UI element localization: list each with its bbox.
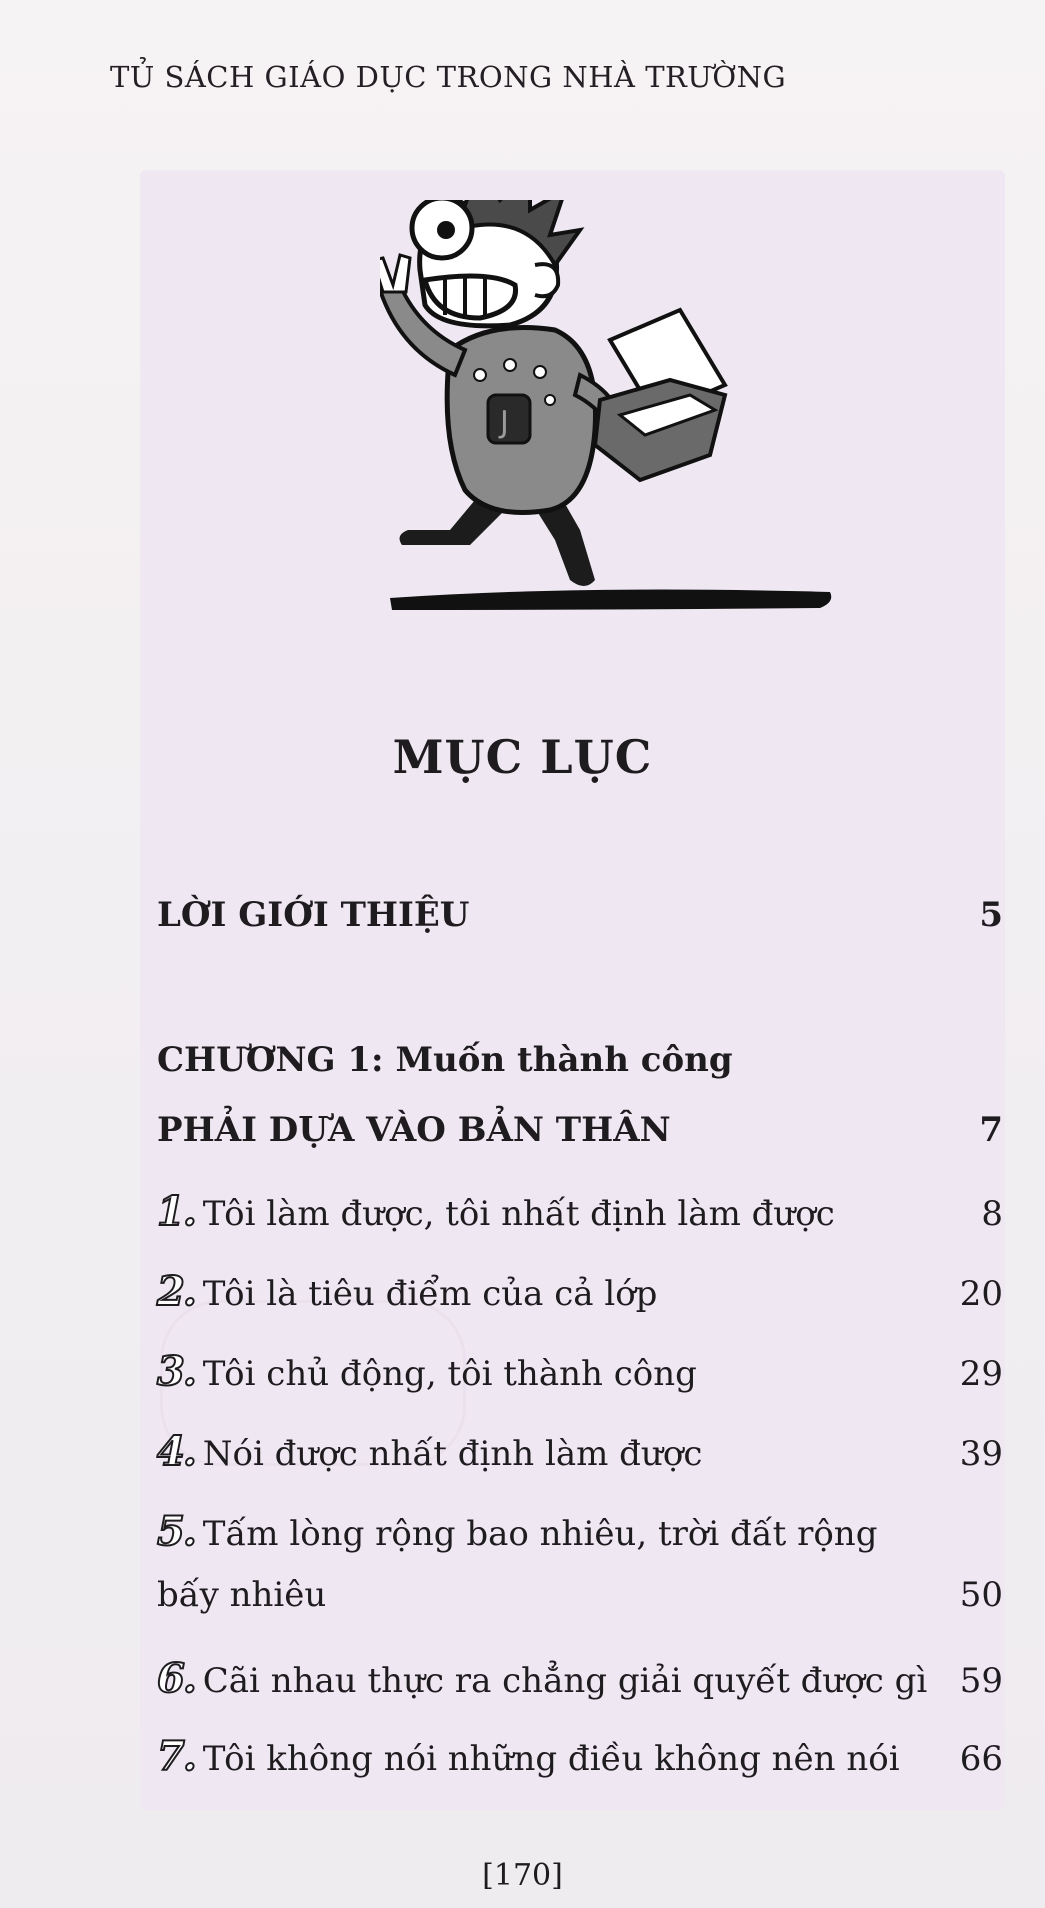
toc-entry-title: LỜI GIỚI THIỆU xyxy=(157,895,470,935)
toc-entry-title: Tôi không nói những điều không nên nói xyxy=(202,1739,900,1779)
toc-entry-page: 8 xyxy=(981,1194,1003,1234)
v-sign-hand xyxy=(380,255,410,292)
entry-number: 7. xyxy=(157,1733,195,1780)
chapter-title-line1: CHƯƠNG 1: Muốn thành công xyxy=(157,1040,733,1080)
running-head: TỦ SÁCH GIÁO DỤC TRONG NHÀ TRƯỜNG xyxy=(110,60,787,94)
toc-entry-title: Nói được nhất định làm được xyxy=(202,1434,703,1474)
toc-entry-title-cont: bấy nhiêu xyxy=(157,1575,327,1615)
entry-number: 3. xyxy=(157,1348,195,1395)
toc-entry[interactable] xyxy=(157,1508,1003,1555)
toc-entry[interactable] xyxy=(157,1348,1003,1395)
toc-entry-continued[interactable] xyxy=(157,1575,1003,1615)
toc-entry-page: 39 xyxy=(959,1434,1003,1474)
toc-entry-title: Tấm lòng rộng bao nhiêu, trời đất rộng xyxy=(202,1514,878,1554)
toc-entry[interactable] xyxy=(157,1733,1003,1780)
toc-chapter-1-line2[interactable] xyxy=(157,1110,1003,1150)
toc-entry-page: 20 xyxy=(959,1274,1003,1314)
toc-entry-intro[interactable] xyxy=(157,895,1003,935)
toc-entry-title: Tôi là tiêu điểm của cả lớp xyxy=(202,1274,658,1314)
toc-title: MỤC LỤC xyxy=(392,730,653,784)
toc-entry[interactable] xyxy=(157,1655,1003,1702)
running-boy-illustration xyxy=(380,200,850,620)
svg-text:J: J xyxy=(500,405,509,440)
entry-number: 4. xyxy=(157,1428,195,1475)
shirt-badge xyxy=(488,395,530,443)
toc-entry-title: Tôi làm được, tôi nhất định làm được xyxy=(202,1194,835,1234)
toc-entry-page: 5 xyxy=(979,895,1003,935)
chapter-title-line2: PHẢI DỰA VÀO BẢN THÂN xyxy=(157,1110,671,1150)
toc-entry[interactable] xyxy=(157,1188,1003,1235)
toc-entry-page: 66 xyxy=(959,1739,1003,1779)
toc-entry[interactable] xyxy=(157,1428,1003,1475)
toc-entry-page: 29 xyxy=(959,1354,1003,1394)
entry-number: 1. xyxy=(157,1188,195,1235)
toc-entry-title: Tôi chủ động, tôi thành công xyxy=(202,1354,697,1394)
entry-number: 6. xyxy=(157,1655,195,1702)
toc-entry-page: 50 xyxy=(959,1575,1003,1615)
toc-entry-page: 7 xyxy=(979,1110,1003,1150)
entry-number: 5. xyxy=(157,1508,195,1555)
toc-chapter-1-line1[interactable] xyxy=(157,1040,1003,1080)
ground-line xyxy=(390,590,831,610)
toc-entry-title: Cãi nhau thực ra chẳng giải quyết được gì xyxy=(202,1661,928,1701)
entry-number: 2. xyxy=(157,1268,195,1315)
toc-entry-page: 59 xyxy=(959,1661,1003,1701)
page-number: [170] xyxy=(482,1858,563,1893)
toc-entry[interactable] xyxy=(157,1268,1003,1315)
